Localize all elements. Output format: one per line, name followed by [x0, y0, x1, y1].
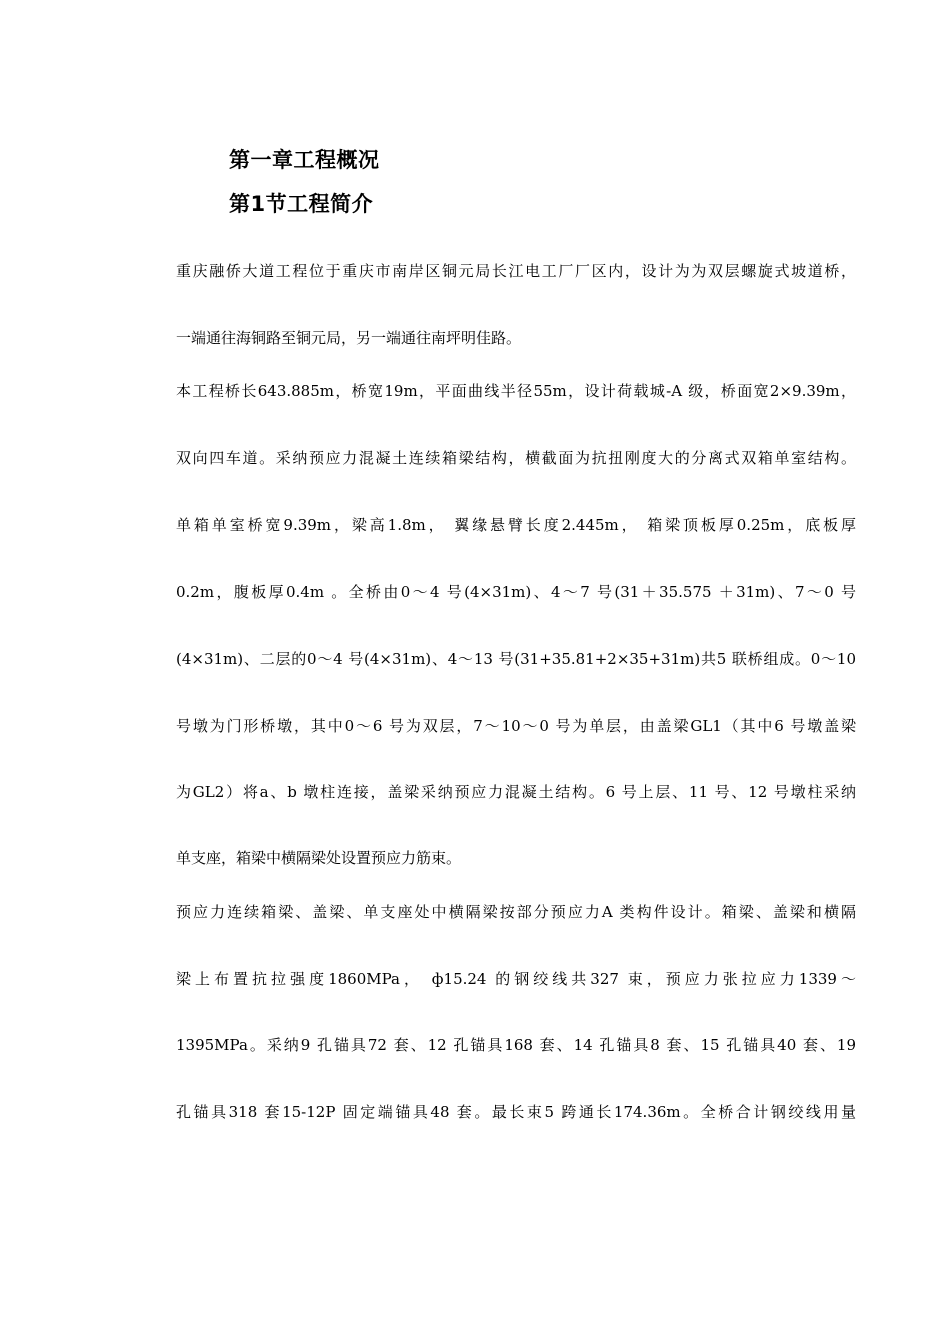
section-title: 第1节工程简介: [229, 192, 374, 216]
body-line: 号墩为门形桥墩，其中0～6 号为双层，7～10～0 号为单层，由盖梁GL1（其中6 号墩盖梁: [176, 717, 856, 735]
body-line: 单支座，箱梁中横隔梁处设置预应力筋束。: [176, 849, 462, 867]
body-line: (4×31m)、二层的0～4 号(4×31m)、4～13 号(31+35.81+2×35+31m)共5 联桥组成。0～10: [176, 650, 856, 668]
body-line: 本工程桥长643.885m，桥宽19m，平面曲线半径55m，设计荷载城-A 级，桥面宽2×9.39m，: [176, 382, 856, 400]
body-line: 0.2m，腹板厚0.4m 。全桥由0～4 号(4×31m)、4～7 号(31＋35.575 ＋31m)、7～0 号: [176, 583, 856, 601]
body-line: 梁上布置抗拉强度1860MPa， ф15.24 的钢绞线共327 束，预应力张拉应力1339～: [176, 970, 856, 988]
body-line: 1395MPa。采纳9 孔锚具72 套、12 孔锚具168 套、14 孔锚具8 套、15 孔锚具40 套、19: [176, 1036, 856, 1054]
body-line: 一端通往海铜路至铜元局，另一端通往南坪明佳路。: [176, 329, 522, 347]
body-line: 双向四车道。采纳预应力混凝土连续箱梁结构，横截面为抗扭刚度大的分离式双箱单室结构。: [176, 449, 856, 467]
body-line: 孔锚具318 套15-12P 固定端锚具48 套。最长束5 跨通长174.36m。全桥合计钢绞线用量: [176, 1103, 856, 1121]
body-line: 重庆融侨大道工程位于重庆市南岸区铜元局长江电工厂厂区内，设计为为双层螺旋式坡道桥，: [176, 262, 856, 280]
chapter-title: 第一章工程概况: [229, 148, 380, 172]
body-line: 为GL2）将a、b 墩柱连接，盖梁采纳预应力混凝土结构。6 号上层、11 号、12 号墩柱采纳: [176, 783, 856, 801]
body-line: 预应力连续箱梁、盖梁、单支座处中横隔梁按部分预应力A 类构件设计。箱梁、盖梁和横隔: [176, 903, 856, 921]
body-line: 单箱单室桥宽9.39m，梁高1.8m， 翼缘悬臂长度2.445m， 箱梁顶板厚0.25m，底板厚: [176, 516, 856, 534]
